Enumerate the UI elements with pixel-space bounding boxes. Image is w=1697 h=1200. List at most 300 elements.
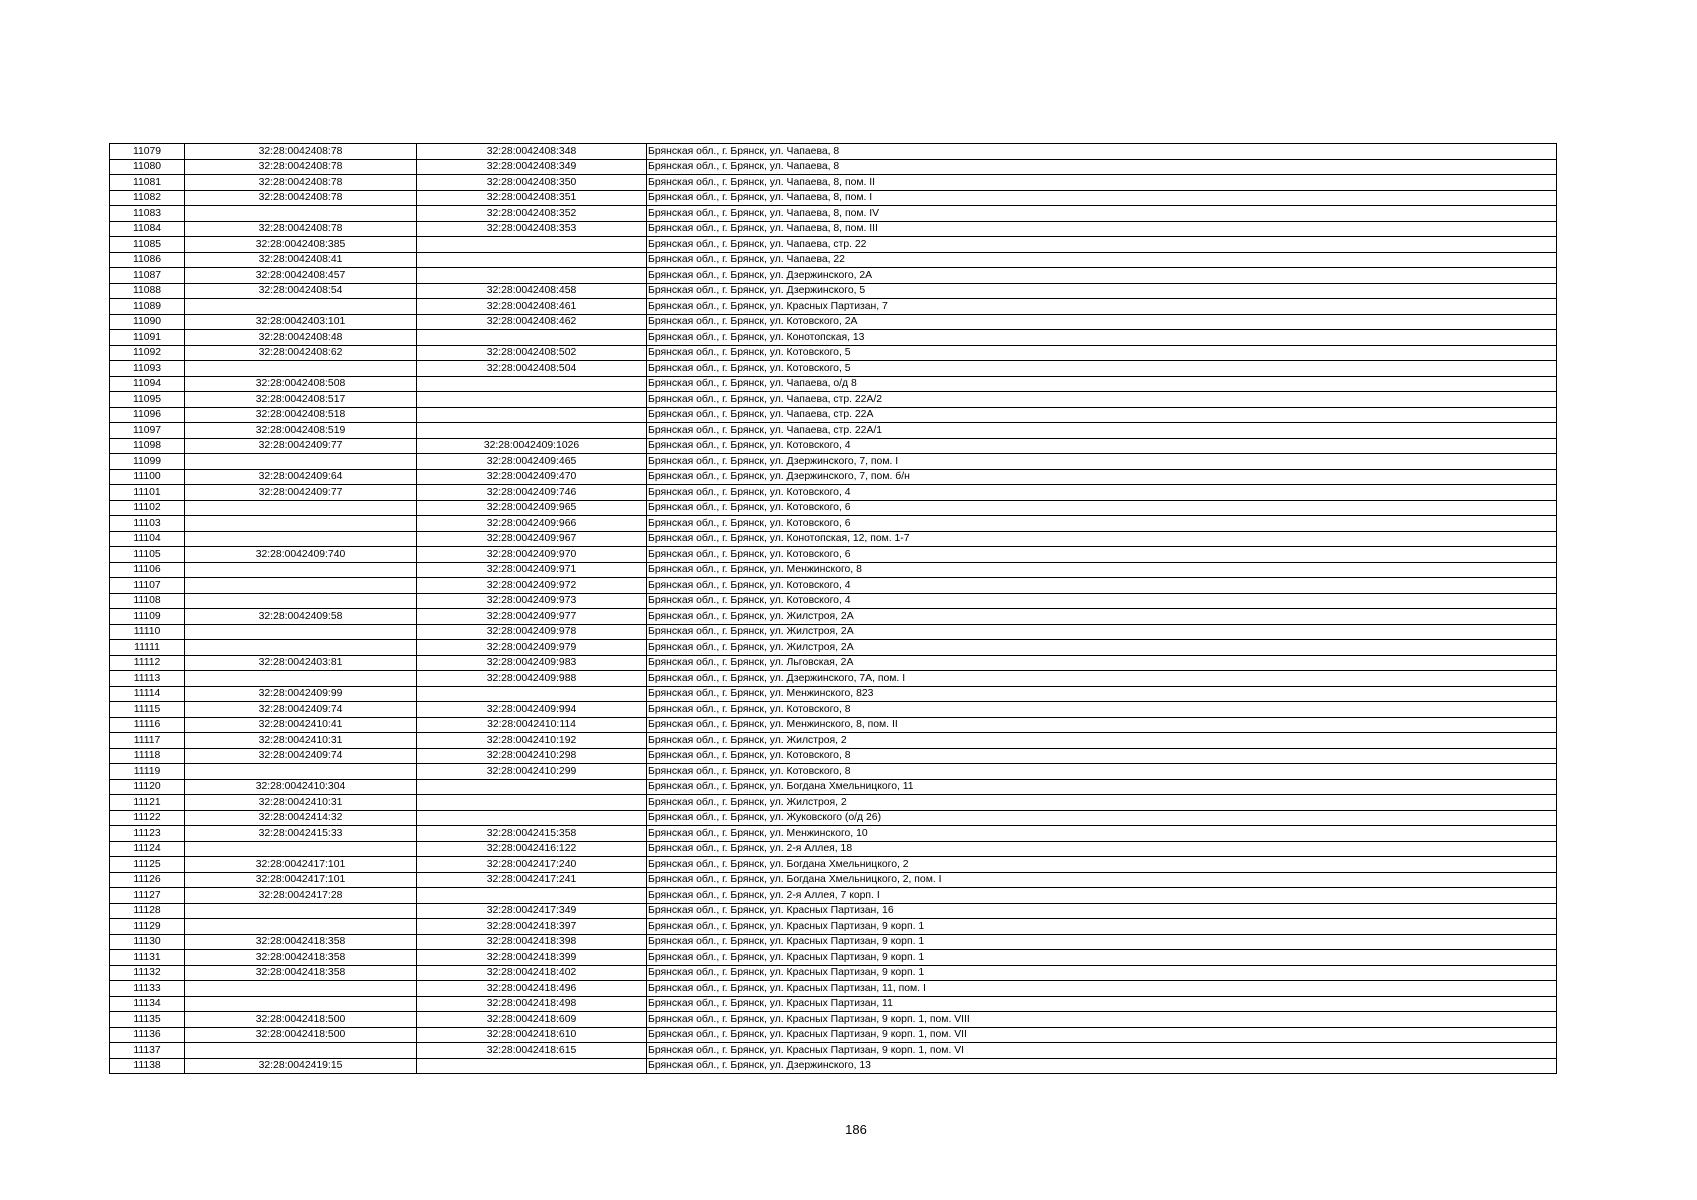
address-cell: Брянская обл., г. Брянск, ул. Дзержинского, 7, пом. I: [647, 454, 1557, 470]
row-number-cell: 11116: [110, 717, 185, 733]
address-cell: Брянская обл., г. Брянск, ул. Менжинского, 8: [647, 562, 1557, 578]
address-cell: Брянская обл., г. Брянск, ул. Котовского, 6: [647, 547, 1557, 563]
row-number-cell: 11106: [110, 562, 185, 578]
building-cadastral-number-cell: 32:28:0042409:994: [417, 702, 647, 718]
address-cell: Брянская обл., г. Брянск, ул. Богдана Хмельницкого, 11: [647, 779, 1557, 795]
address-cell: Брянская обл., г. Брянск, ул. Красных Партизан, 9 корп. 1, пом. VII: [647, 1027, 1557, 1043]
address-cell: Брянская обл., г. Брянск, ул. Котовского, 8: [647, 748, 1557, 764]
row-number-cell: 11111: [110, 640, 185, 656]
row-number-cell: 11103: [110, 516, 185, 532]
table-row: [110, 671, 1557, 687]
address-cell: Брянская обл., г. Брянск, ул. Красных Партизан, 9 корп. 1: [647, 934, 1557, 950]
building-cadastral-number-cell: 32:28:0042417:240: [417, 857, 647, 873]
building-cadastral-number-cell: 32:28:0042410:298: [417, 748, 647, 764]
table-row: [110, 206, 1557, 222]
land-cadastral-number-cell: [185, 578, 417, 594]
address-cell: Брянская обл., г. Брянск, ул. 2-я Аллея, 18: [647, 841, 1557, 857]
address-cell: Брянская обл., г. Брянск, ул. Жилстроя, 2А: [647, 624, 1557, 640]
table-row: [110, 299, 1557, 315]
address-cell: Брянская обл., г. Брянск, ул. 2-я Аллея, 7 корп. I: [647, 888, 1557, 904]
table-row: [110, 531, 1557, 547]
table-row: [110, 190, 1557, 206]
row-number-cell: 11115: [110, 702, 185, 718]
row-number-cell: 11107: [110, 578, 185, 594]
row-number-cell: 11127: [110, 888, 185, 904]
land-cadastral-number-cell: 32:28:0042410:304: [185, 779, 417, 795]
land-cadastral-number-cell: [185, 562, 417, 578]
row-number-cell: 11121: [110, 795, 185, 811]
address-cell: Брянская обл., г. Брянск, ул. Красных Партизан, 9 корп. 1: [647, 919, 1557, 935]
table-row: [110, 438, 1557, 454]
land-cadastral-number-cell: [185, 516, 417, 532]
address-cell: Брянская обл., г. Брянск, ул. Жилстроя, 2: [647, 733, 1557, 749]
table-row: [110, 624, 1557, 640]
building-cadastral-number-cell: 32:28:0042408:504: [417, 361, 647, 377]
row-number-cell: 11079: [110, 144, 185, 160]
building-cadastral-number-cell: 32:28:0042418:398: [417, 934, 647, 950]
row-number-cell: 11087: [110, 268, 185, 284]
land-cadastral-number-cell: 32:28:0042408:519: [185, 423, 417, 439]
row-number-cell: 11097: [110, 423, 185, 439]
land-cadastral-number-cell: 32:28:0042409:74: [185, 702, 417, 718]
land-cadastral-number-cell: [185, 996, 417, 1012]
building-cadastral-number-cell: 32:28:0042410:299: [417, 764, 647, 780]
land-cadastral-number-cell: 32:28:0042408:54: [185, 283, 417, 299]
table-row: [110, 934, 1557, 950]
address-cell: Брянская обл., г. Брянск, ул. Красных Партизан, 7: [647, 299, 1557, 315]
table-row: [110, 779, 1557, 795]
address-cell: Брянская обл., г. Брянск, ул. Котовского, 8: [647, 764, 1557, 780]
table-row: [110, 702, 1557, 718]
table-row: [110, 888, 1557, 904]
land-cadastral-number-cell: [185, 671, 417, 687]
address-cell: Брянская обл., г. Брянск, ул. Богдана Хмельницкого, 2: [647, 857, 1557, 873]
land-cadastral-number-cell: 32:28:0042418:500: [185, 1012, 417, 1028]
cadastral-registry-table: [109, 143, 1557, 1074]
land-cadastral-number-cell: 32:28:0042417:101: [185, 857, 417, 873]
land-cadastral-number-cell: [185, 299, 417, 315]
building-cadastral-number-cell: 32:28:0042408:350: [417, 175, 647, 191]
address-cell: Брянская обл., г. Брянск, ул. Котовского, 6: [647, 516, 1557, 532]
table-row: [110, 795, 1557, 811]
table-row: [110, 655, 1557, 671]
row-number-cell: 11112: [110, 655, 185, 671]
table-row: [110, 361, 1557, 377]
address-cell: Брянская обл., г. Брянск, ул. Жилстроя, 2А: [647, 640, 1557, 656]
address-cell: Брянская обл., г. Брянск, ул. Менжинского, 8, пом. II: [647, 717, 1557, 733]
table-row: [110, 640, 1557, 656]
row-number-cell: 11094: [110, 376, 185, 392]
row-number-cell: 11123: [110, 826, 185, 842]
table-row: [110, 144, 1557, 160]
address-cell: Брянская обл., г. Брянск, ул. Чапаева, 22: [647, 252, 1557, 268]
building-cadastral-number-cell: 32:28:0042409:746: [417, 485, 647, 501]
address-cell: Брянская обл., г. Брянск, ул. Красных Партизан, 16: [647, 903, 1557, 919]
table-row: [110, 221, 1557, 237]
address-cell: Брянская обл., г. Брянск, ул. Красных Партизан, 9 корп. 1: [647, 950, 1557, 966]
table-row: [110, 593, 1557, 609]
address-cell: Брянская обл., г. Брянск, ул. Красных Партизан, 11: [647, 996, 1557, 1012]
address-cell: Брянская обл., г. Брянск, ул. Чапаева, 8, пом. II: [647, 175, 1557, 191]
table-row: [110, 686, 1557, 702]
address-cell: Брянская обл., г. Брянск, ул. Чапаева, 8: [647, 144, 1557, 160]
address-cell: Брянская обл., г. Брянск, ул. Котовского, 2А: [647, 314, 1557, 330]
land-cadastral-number-cell: 32:28:0042408:457: [185, 268, 417, 284]
address-cell: Брянская обл., г. Брянск, ул. Чапаева, 8, пом. III: [647, 221, 1557, 237]
land-cadastral-number-cell: 32:28:0042410:31: [185, 733, 417, 749]
address-cell: Брянская обл., г. Брянск, ул. Жилстроя, 2: [647, 795, 1557, 811]
table-row: [110, 872, 1557, 888]
row-number-cell: 11108: [110, 593, 185, 609]
land-cadastral-number-cell: 32:28:0042403:81: [185, 655, 417, 671]
land-cadastral-number-cell: [185, 981, 417, 997]
address-cell: Брянская обл., г. Брянск, ул. Менжинского, 10: [647, 826, 1557, 842]
table-row: [110, 485, 1557, 501]
building-cadastral-number-cell: 32:28:0042409:465: [417, 454, 647, 470]
land-cadastral-number-cell: 32:28:0042418:358: [185, 934, 417, 950]
building-cadastral-number-cell: 32:28:0042416:122: [417, 841, 647, 857]
building-cadastral-number-cell: 32:28:0042418:399: [417, 950, 647, 966]
address-cell: Брянская обл., г. Брянск, ул. Котовского, 4: [647, 485, 1557, 501]
table-row: [110, 810, 1557, 826]
land-cadastral-number-cell: 32:28:0042408:41: [185, 252, 417, 268]
land-cadastral-number-cell: 32:28:0042408:78: [185, 221, 417, 237]
building-cadastral-number-cell: 32:28:0042418:498: [417, 996, 647, 1012]
row-number-cell: 11130: [110, 934, 185, 950]
row-number-cell: 11126: [110, 872, 185, 888]
building-cadastral-number-cell: 32:28:0042408:352: [417, 206, 647, 222]
table-row: [110, 252, 1557, 268]
address-cell: Брянская обл., г. Брянск, ул. Котовского, 6: [647, 500, 1557, 516]
building-cadastral-number-cell: [417, 423, 647, 439]
building-cadastral-number-cell: 32:28:0042409:988: [417, 671, 647, 687]
row-number-cell: 11133: [110, 981, 185, 997]
land-cadastral-number-cell: [185, 764, 417, 780]
land-cadastral-number-cell: 32:28:0042409:58: [185, 609, 417, 625]
address-cell: Брянская обл., г. Брянск, ул. Котовского, 5: [647, 361, 1557, 377]
building-cadastral-number-cell: 32:28:0042409:1026: [417, 438, 647, 454]
row-number-cell: 11110: [110, 624, 185, 640]
row-number-cell: 11125: [110, 857, 185, 873]
row-number-cell: 11086: [110, 252, 185, 268]
land-cadastral-number-cell: [185, 640, 417, 656]
building-cadastral-number-cell: 32:28:0042409:971: [417, 562, 647, 578]
land-cadastral-number-cell: 32:28:0042409:77: [185, 438, 417, 454]
land-cadastral-number-cell: 32:28:0042418:358: [185, 950, 417, 966]
building-cadastral-number-cell: 32:28:0042409:970: [417, 547, 647, 563]
building-cadastral-number-cell: 32:28:0042417:241: [417, 872, 647, 888]
building-cadastral-number-cell: 32:28:0042409:966: [417, 516, 647, 532]
row-number-cell: 11132: [110, 965, 185, 981]
building-cadastral-number-cell: [417, 268, 647, 284]
table-row: [110, 159, 1557, 175]
table-row: [110, 733, 1557, 749]
table-row: [110, 1027, 1557, 1043]
address-cell: Брянская обл., г. Брянск, ул. Красных Партизан, 9 корп. 1: [647, 965, 1557, 981]
building-cadastral-number-cell: 32:28:0042418:615: [417, 1043, 647, 1059]
table-row: [110, 500, 1557, 516]
table-row: [110, 950, 1557, 966]
row-number-cell: 11082: [110, 190, 185, 206]
row-number-cell: 11101: [110, 485, 185, 501]
row-number-cell: 11090: [110, 314, 185, 330]
table-row: [110, 392, 1557, 408]
row-number-cell: 11136: [110, 1027, 185, 1043]
table-row: [110, 965, 1557, 981]
row-number-cell: 11138: [110, 1058, 185, 1074]
land-cadastral-number-cell: [185, 624, 417, 640]
registry-table-body: [110, 144, 1557, 1074]
table-row: [110, 423, 1557, 439]
address-cell: Брянская обл., г. Брянск, ул. Чапаева, о/д 8: [647, 376, 1557, 392]
table-row: [110, 175, 1557, 191]
address-cell: Брянская обл., г. Брянск, ул. Жуковского (о/д 26): [647, 810, 1557, 826]
address-cell: Брянская обл., г. Брянск, ул. Чапаева, 8: [647, 159, 1557, 175]
address-cell: Брянская обл., г. Брянск, ул. Красных Партизан, 9 корп. 1, пом. VI: [647, 1043, 1557, 1059]
address-cell: Брянская обл., г. Брянск, ул. Котовского, 8: [647, 702, 1557, 718]
address-cell: Брянская обл., г. Брянск, ул. Льговская, 2А: [647, 655, 1557, 671]
row-number-cell: 11089: [110, 299, 185, 315]
row-number-cell: 11102: [110, 500, 185, 516]
land-cadastral-number-cell: 32:28:0042417:101: [185, 872, 417, 888]
table-row: [110, 314, 1557, 330]
land-cadastral-number-cell: 32:28:0042408:517: [185, 392, 417, 408]
row-number-cell: 11113: [110, 671, 185, 687]
table-row: [110, 857, 1557, 873]
row-number-cell: 11083: [110, 206, 185, 222]
address-cell: Брянская обл., г. Брянск, ул. Чапаева, стр. 22А/2: [647, 392, 1557, 408]
row-number-cell: 11085: [110, 237, 185, 253]
row-number-cell: 11098: [110, 438, 185, 454]
table-row: [110, 407, 1557, 423]
table-row: [110, 376, 1557, 392]
address-cell: Брянская обл., г. Брянск, ул. Менжинского, 823: [647, 686, 1557, 702]
row-number-cell: 11105: [110, 547, 185, 563]
land-cadastral-number-cell: 32:28:0042409:74: [185, 748, 417, 764]
address-cell: Брянская обл., г. Брянск, ул. Конотопская, 13: [647, 330, 1557, 346]
building-cadastral-number-cell: 32:28:0042409:979: [417, 640, 647, 656]
table-row: [110, 609, 1557, 625]
row-number-cell: 11128: [110, 903, 185, 919]
table-row: [110, 578, 1557, 594]
address-cell: Брянская обл., г. Брянск, ул. Котовского, 4: [647, 438, 1557, 454]
building-cadastral-number-cell: 32:28:0042409:983: [417, 655, 647, 671]
row-number-cell: 11099: [110, 454, 185, 470]
land-cadastral-number-cell: [185, 903, 417, 919]
table-row: [110, 919, 1557, 935]
land-cadastral-number-cell: 32:28:0042408:78: [185, 159, 417, 175]
address-cell: Брянская обл., г. Брянск, ул. Красных Партизан, 11, пом. I: [647, 981, 1557, 997]
building-cadastral-number-cell: 32:28:0042409:973: [417, 593, 647, 609]
row-number-cell: 11124: [110, 841, 185, 857]
building-cadastral-number-cell: 32:28:0042408:353: [417, 221, 647, 237]
land-cadastral-number-cell: 32:28:0042408:48: [185, 330, 417, 346]
table-row: [110, 345, 1557, 361]
building-cadastral-number-cell: 32:28:0042408:461: [417, 299, 647, 315]
building-cadastral-number-cell: [417, 686, 647, 702]
building-cadastral-number-cell: 32:28:0042415:358: [417, 826, 647, 842]
address-cell: Брянская обл., г. Брянск, ул. Жилстроя, 2А: [647, 609, 1557, 625]
land-cadastral-number-cell: 32:28:0042409:99: [185, 686, 417, 702]
row-number-cell: 11096: [110, 407, 185, 423]
page-number: 186: [845, 1122, 867, 1137]
row-number-cell: 11134: [110, 996, 185, 1012]
land-cadastral-number-cell: [185, 454, 417, 470]
building-cadastral-number-cell: 32:28:0042409:965: [417, 500, 647, 516]
land-cadastral-number-cell: 32:28:0042408:62: [185, 345, 417, 361]
building-cadastral-number-cell: 32:28:0042409:967: [417, 531, 647, 547]
land-cadastral-number-cell: [185, 531, 417, 547]
land-cadastral-number-cell: [185, 500, 417, 516]
land-cadastral-number-cell: 32:28:0042417:28: [185, 888, 417, 904]
building-cadastral-number-cell: [417, 252, 647, 268]
land-cadastral-number-cell: 32:28:0042410:41: [185, 717, 417, 733]
building-cadastral-number-cell: [417, 888, 647, 904]
table-row: [110, 469, 1557, 485]
land-cadastral-number-cell: [185, 361, 417, 377]
building-cadastral-number-cell: 32:28:0042417:349: [417, 903, 647, 919]
address-cell: Брянская обл., г. Брянск, ул. Богдана Хмельницкого, 2, пом. I: [647, 872, 1557, 888]
address-cell: Брянская обл., г. Брянск, ул. Дзержинского, 2А: [647, 268, 1557, 284]
address-cell: Брянская обл., г. Брянск, ул. Дзержинского, 7А, пом. I: [647, 671, 1557, 687]
building-cadastral-number-cell: 32:28:0042408:462: [417, 314, 647, 330]
row-number-cell: 11137: [110, 1043, 185, 1059]
land-cadastral-number-cell: 32:28:0042418:358: [185, 965, 417, 981]
building-cadastral-number-cell: [417, 1058, 647, 1074]
table-row: [110, 748, 1557, 764]
building-cadastral-number-cell: 32:28:0042408:349: [417, 159, 647, 175]
address-cell: Брянская обл., г. Брянск, ул. Конотопская, 12, пом. 1-7: [647, 531, 1557, 547]
building-cadastral-number-cell: 32:28:0042409:978: [417, 624, 647, 640]
land-cadastral-number-cell: 32:28:0042415:33: [185, 826, 417, 842]
row-number-cell: 11081: [110, 175, 185, 191]
table-row: [110, 268, 1557, 284]
row-number-cell: 11109: [110, 609, 185, 625]
land-cadastral-number-cell: 32:28:0042408:78: [185, 175, 417, 191]
land-cadastral-number-cell: 32:28:0042419:15: [185, 1058, 417, 1074]
table-row: [110, 996, 1557, 1012]
row-number-cell: 11091: [110, 330, 185, 346]
table-row: [110, 717, 1557, 733]
building-cadastral-number-cell: [417, 392, 647, 408]
building-cadastral-number-cell: 32:28:0042408:458: [417, 283, 647, 299]
building-cadastral-number-cell: 32:28:0042410:114: [417, 717, 647, 733]
table-row: [110, 516, 1557, 532]
address-cell: Брянская обл., г. Брянск, ул. Чапаева, стр. 22А/1: [647, 423, 1557, 439]
land-cadastral-number-cell: [185, 841, 417, 857]
building-cadastral-number-cell: [417, 810, 647, 826]
land-cadastral-number-cell: [185, 919, 417, 935]
land-cadastral-number-cell: 32:28:0042418:500: [185, 1027, 417, 1043]
row-number-cell: 11122: [110, 810, 185, 826]
building-cadastral-number-cell: 32:28:0042418:610: [417, 1027, 647, 1043]
building-cadastral-number-cell: [417, 407, 647, 423]
row-number-cell: 11114: [110, 686, 185, 702]
row-number-cell: 11120: [110, 779, 185, 795]
land-cadastral-number-cell: 32:28:0042410:31: [185, 795, 417, 811]
row-number-cell: 11080: [110, 159, 185, 175]
row-number-cell: 11092: [110, 345, 185, 361]
building-cadastral-number-cell: 32:28:0042408:351: [417, 190, 647, 206]
building-cadastral-number-cell: 32:28:0042410:192: [417, 733, 647, 749]
row-number-cell: 11104: [110, 531, 185, 547]
building-cadastral-number-cell: [417, 376, 647, 392]
table-row: [110, 903, 1557, 919]
land-cadastral-number-cell: 32:28:0042408:78: [185, 190, 417, 206]
table-row: [110, 330, 1557, 346]
land-cadastral-number-cell: 32:28:0042409:77: [185, 485, 417, 501]
land-cadastral-number-cell: 32:28:0042408:518: [185, 407, 417, 423]
table-row: [110, 841, 1557, 857]
land-cadastral-number-cell: 32:28:0042414:32: [185, 810, 417, 826]
table-row: [110, 764, 1557, 780]
address-cell: Брянская обл., г. Брянск, ул. Чапаева, стр. 22А: [647, 407, 1557, 423]
table-row: [110, 981, 1557, 997]
table-row: [110, 237, 1557, 253]
row-number-cell: 11118: [110, 748, 185, 764]
building-cadastral-number-cell: [417, 330, 647, 346]
row-number-cell: 11100: [110, 469, 185, 485]
row-number-cell: 11119: [110, 764, 185, 780]
building-cadastral-number-cell: 32:28:0042408:348: [417, 144, 647, 160]
address-cell: Брянская обл., г. Брянск, ул. Котовского, 4: [647, 593, 1557, 609]
row-number-cell: 11117: [110, 733, 185, 749]
building-cadastral-number-cell: 32:28:0042409:972: [417, 578, 647, 594]
land-cadastral-number-cell: [185, 1043, 417, 1059]
address-cell: Брянская обл., г. Брянск, ул. Красных Партизан, 9 корп. 1, пом. VIII: [647, 1012, 1557, 1028]
building-cadastral-number-cell: 32:28:0042418:402: [417, 965, 647, 981]
table-row: [110, 547, 1557, 563]
row-number-cell: 11129: [110, 919, 185, 935]
table-row: [110, 1043, 1557, 1059]
land-cadastral-number-cell: 32:28:0042408:508: [185, 376, 417, 392]
row-number-cell: 11084: [110, 221, 185, 237]
address-cell: Брянская обл., г. Брянск, ул. Котовского, 5: [647, 345, 1557, 361]
building-cadastral-number-cell: 32:28:0042418:397: [417, 919, 647, 935]
table-row: [110, 283, 1557, 299]
row-number-cell: 11131: [110, 950, 185, 966]
address-cell: Брянская обл., г. Брянск, ул. Котовского, 4: [647, 578, 1557, 594]
address-cell: Брянская обл., г. Брянск, ул. Дзержинского, 7, пом. б/н: [647, 469, 1557, 485]
row-number-cell: 11135: [110, 1012, 185, 1028]
row-number-cell: 11095: [110, 392, 185, 408]
land-cadastral-number-cell: 32:28:0042403:101: [185, 314, 417, 330]
land-cadastral-number-cell: 32:28:0042409:740: [185, 547, 417, 563]
building-cadastral-number-cell: 32:28:0042418:496: [417, 981, 647, 997]
address-cell: Брянская обл., г. Брянск, ул. Чапаева, 8, пом. IV: [647, 206, 1557, 222]
address-cell: Брянская обл., г. Брянск, ул. Дзержинского, 5: [647, 283, 1557, 299]
row-number-cell: 11088: [110, 283, 185, 299]
address-cell: Брянская обл., г. Брянск, ул. Чапаева, 8, пом. I: [647, 190, 1557, 206]
building-cadastral-number-cell: [417, 237, 647, 253]
table-row: [110, 1012, 1557, 1028]
row-number-cell: 11093: [110, 361, 185, 377]
land-cadastral-number-cell: 32:28:0042408:385: [185, 237, 417, 253]
building-cadastral-number-cell: [417, 795, 647, 811]
building-cadastral-number-cell: 32:28:0042409:977: [417, 609, 647, 625]
land-cadastral-number-cell: 32:28:0042408:78: [185, 144, 417, 160]
land-cadastral-number-cell: [185, 206, 417, 222]
address-cell: Брянская обл., г. Брянск, ул. Дзержинского, 13: [647, 1058, 1557, 1074]
land-cadastral-number-cell: 32:28:0042409:64: [185, 469, 417, 485]
land-cadastral-number-cell: [185, 593, 417, 609]
table-row: [110, 454, 1557, 470]
table-row: [110, 1058, 1557, 1074]
table-row: [110, 562, 1557, 578]
building-cadastral-number-cell: [417, 779, 647, 795]
building-cadastral-number-cell: 32:28:0042418:609: [417, 1012, 647, 1028]
building-cadastral-number-cell: 32:28:0042408:502: [417, 345, 647, 361]
